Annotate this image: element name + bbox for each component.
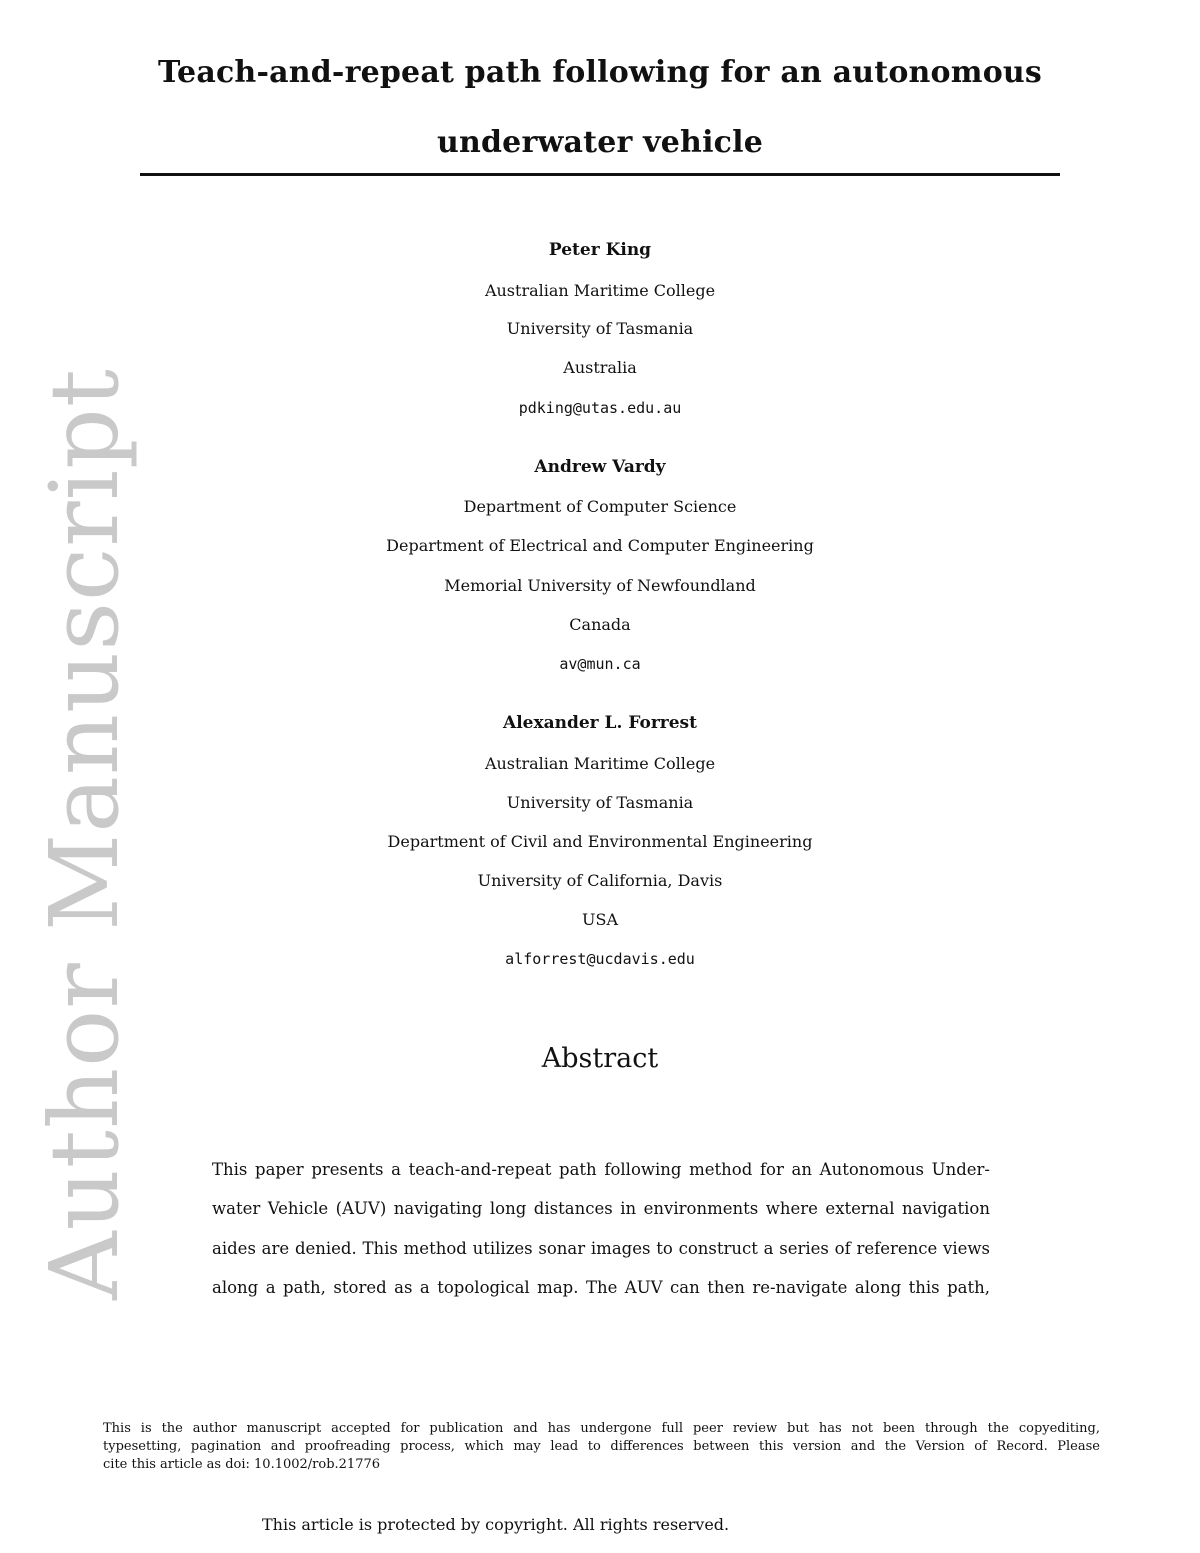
author-email[interactable]: av@mun.ca <box>559 655 641 673</box>
author-affiliation: University of Tasmania <box>506 793 694 812</box>
paper-title-line-2: underwater vehicle <box>436 125 764 160</box>
author-email[interactable]: pdking@utas.edu.au <box>518 399 682 417</box>
author-name: Peter King <box>548 240 652 260</box>
author-affiliation: University of California, Davis <box>477 871 723 890</box>
author-name: Alexander L. Forrest <box>503 713 697 733</box>
abstract-line: along a path, stored as a topological map. The AUV can then re-navigate along this path, <box>212 1278 990 1297</box>
abstract-heading: Abstract <box>541 1043 659 1074</box>
author-affiliation: University of Tasmania <box>506 319 694 338</box>
author-affiliation: USA <box>582 910 618 929</box>
author-affiliation: Department of Electrical and Computer Engineering <box>386 536 814 555</box>
abstract-line: water Vehicle (AUV) navigating long distances in environments where external navigation <box>212 1199 990 1218</box>
author-email[interactable]: alforrest@ucdavis.edu <box>505 950 695 968</box>
author-name: Andrew Vardy <box>534 457 666 477</box>
copyright-notice: This article is protected by copyright. All rights reserved. <box>262 1515 730 1534</box>
author-affiliation: Department of Computer Science <box>463 497 737 516</box>
author-affiliation: Canada <box>569 615 631 634</box>
author-manuscript-watermark: Author Manuscript <box>30 368 140 1300</box>
abstract-line: aides are denied. This method utilizes sonar images to construct a series of reference views <box>212 1239 990 1258</box>
title-rule <box>140 173 1060 176</box>
paper-title-line-1: Teach-and-repeat path following for an autonomous <box>157 55 1043 90</box>
author-affiliation: Australian Maritime College <box>484 754 716 773</box>
footnote-doi-line[interactable]: cite this article as doi: 10.1002/rob.21776 <box>103 1457 381 1472</box>
manuscript-footnote <box>103 1420 1100 1474</box>
author-affiliation: Memorial University of Newfoundland <box>444 576 756 595</box>
footnote-line: This is the author manuscript accepted for publication and has undergone full peer review but has not been through the copyediting, <box>103 1421 1100 1436</box>
author-affiliation: Department of Civil and Environmental Engineering <box>387 832 813 851</box>
footnote-line: typesetting, pagination and proofreading process, which may lead to differences between this version and the Version of Record. Please <box>103 1439 1100 1454</box>
abstract-line: This paper presents a teach-and-repeat path following method for an Autonomous Under- <box>212 1160 990 1179</box>
author-affiliation: Australian Maritime College <box>484 281 716 300</box>
author-affiliation: Australia <box>563 358 637 377</box>
